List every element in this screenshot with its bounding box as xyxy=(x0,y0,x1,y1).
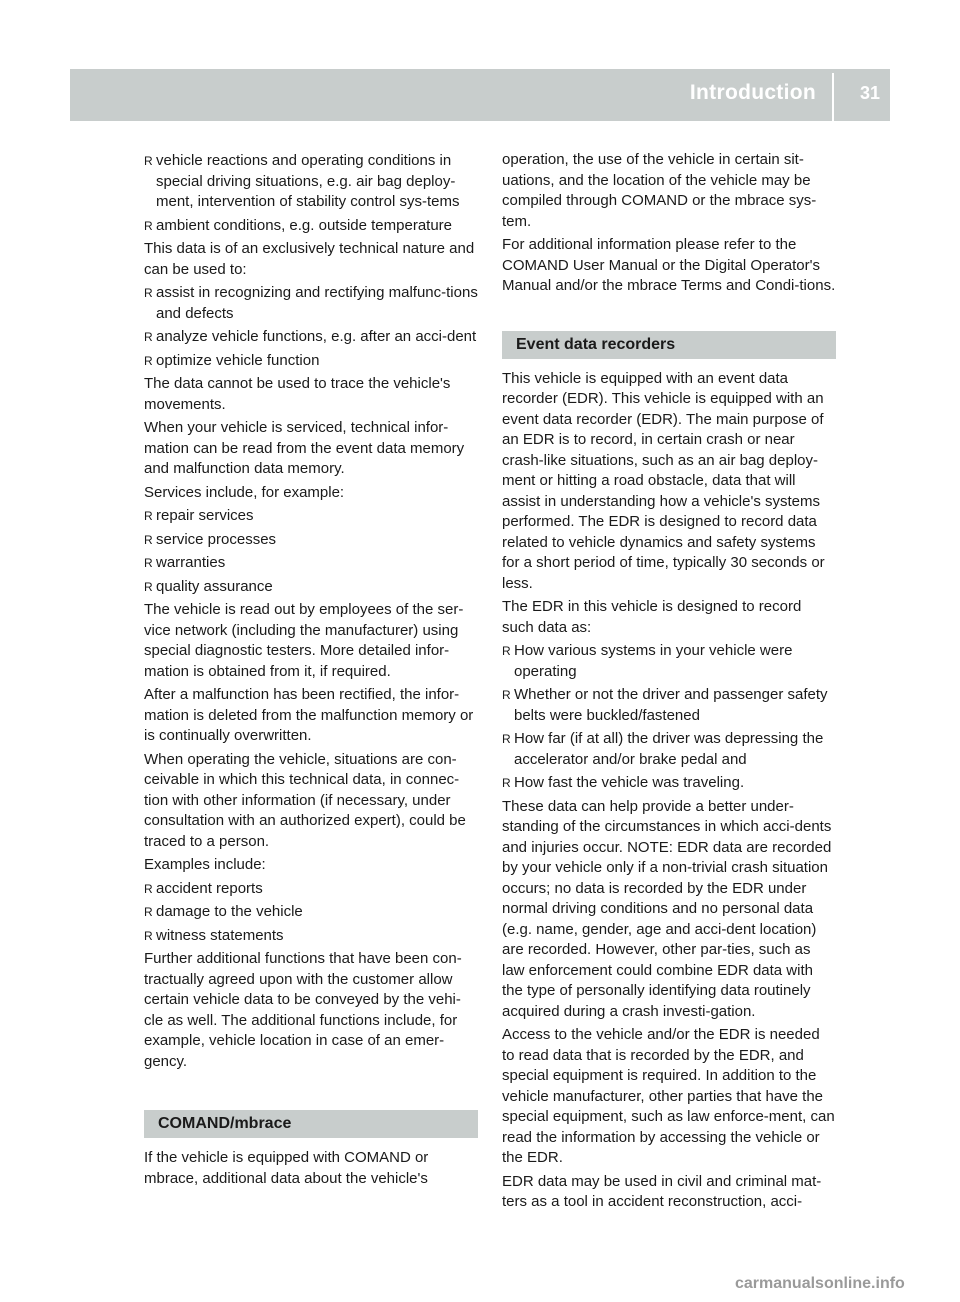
section-heading-event-data-recorders: Event data recorders xyxy=(502,331,836,359)
list-item: R quality assurance xyxy=(144,577,478,598)
list-item: R optimize vehicle function xyxy=(144,351,478,372)
section-heading-comand-mbrace: COMAND/mbrace xyxy=(144,1110,478,1138)
list-item: R service processes xyxy=(144,530,478,551)
list-item: R damage to the vehicle xyxy=(144,902,478,923)
page-number: 31 xyxy=(859,83,880,103)
list-item: R accident reports xyxy=(144,879,478,900)
bullet-marker: R xyxy=(144,928,153,943)
paragraph: For additional information please refer to the COMAND User Manual or the Digital Operator's Manual and/or the mbrace Terms and Condi-tions. xyxy=(502,236,836,294)
header-divider xyxy=(832,73,834,121)
list-item: R How various systems in your vehicle were operating xyxy=(502,642,793,680)
paragraph: These data can help provide a better under-standing of the circumstances in which acci-dents and injuries occur. NOTE: EDR data are recorded by your vehicle only if a non-trivial crash situation occurs; no data is recorded by the EDR under normal driving conditions and no personal data (e.g. name, gender, age and acci-dent location) are recorded. However, other par-ties, such as law enforcement could combine EDR data with the type of personally identifying data routinely acquired during a crash investi-gation. xyxy=(502,797,832,1020)
paragraph: If the vehicle is equipped with COMAND or mbrace, additional data about the vehicle's xyxy=(144,1149,429,1187)
right-column xyxy=(502,150,836,1216)
bullet-marker: R xyxy=(144,353,153,368)
list-item: R repair services xyxy=(144,506,478,527)
bullet-marker: R xyxy=(144,579,153,594)
paragraph: After a malfunction has been rectified, the infor-mation is deleted from the malfunction memory or is continually overwritten. xyxy=(144,686,474,744)
list-item: R analyze vehicle functions, e.g. after an acci-dent xyxy=(144,327,478,348)
paragraph: This data is of an exclusively technical nature and can be used to: xyxy=(144,240,475,278)
bullet-marker: R xyxy=(144,218,153,233)
list-item: R vehicle reactions and operating conditions in special driving situations, e.g. air bag deploy-ment, intervention of stability control sys-tems xyxy=(144,152,460,210)
list-item: R How fast the vehicle was traveling. xyxy=(502,773,836,794)
paragraph: When operating the vehicle, situations are con-ceivable in which this technical data, in connec-tion with other information (if necessary, under consultation with an authorized expert), could be traced to a person. xyxy=(144,750,466,850)
paragraph: The data cannot be used to trace the vehicle's movements. xyxy=(144,375,451,413)
bullet-marker: R xyxy=(144,881,153,896)
paragraph: Examples include: xyxy=(144,856,266,873)
list-item: R warranties xyxy=(144,553,478,574)
paragraph: Further additional functions that have been con-tractually agreed upon with the customer allow certain vehicle data to be conveyed by the vehi-cle as well. The additional functions include, for example, vehicle location in case of an emer-gency. xyxy=(144,950,462,1070)
paragraph: Access to the vehicle and/or the EDR is needed to read data that is recorded by the EDR, and special equipment is required. In addition to the vehicle manufacturer, other parties that have the special equipment, such as law enforce-ment, can read the information by accessing the vehicle or the EDR. xyxy=(502,1026,835,1166)
paragraph: operation, the use of the vehicle in certain sit-uations, and the location of the vehicle may be compiled through COMAND or the mbrace sys-tem. xyxy=(502,151,817,230)
left-column xyxy=(144,151,478,1192)
list-item: R Whether or not the driver and passenger safety belts were buckled/fastened xyxy=(502,686,828,724)
paragraph: EDR data may be used in civil and criminal mat-ters as a tool in accident reconstruction, acci- xyxy=(502,1172,822,1210)
bullet-marker: R xyxy=(144,532,153,547)
bullet-marker: R xyxy=(144,905,153,919)
list-item: R ambient conditions, e.g. outside temperature xyxy=(144,216,478,237)
paragraph: Services include, for example: xyxy=(144,483,345,501)
bullet-marker: R xyxy=(502,644,511,658)
bullet-marker: R xyxy=(502,776,511,790)
bullet-marker: R xyxy=(144,154,153,168)
bullet-marker: R xyxy=(144,330,153,344)
list-item: R witness statements xyxy=(144,926,478,947)
watermark: carmanualsonline.info xyxy=(735,1275,905,1292)
bullet-marker: R xyxy=(144,556,153,570)
bullet-marker: R xyxy=(144,509,153,523)
paragraph: This vehicle is equipped with an event data recorder (EDR). This vehicle is equipped with an event data recorder (EDR). The main purpose of an EDR is to record, in certain crash or near crash-like situations, such as an air bag deploy-ment or hitting a road obstacle, data that will assist in understanding how a vehicle's systems performed. The EDR is designed to record data related to vehicle dynamics and safety systems for a short period of time, typically 30 seconds or less. xyxy=(502,369,825,592)
paragraph: The vehicle is read out by employees of the ser-vice network (including the manufacturer) using special diagnostic testers. More detailed infor-mation is obtained from it, if required. xyxy=(144,601,464,680)
chapter-title: Introduction xyxy=(689,81,816,104)
bullet-marker: R xyxy=(502,732,511,746)
list-item: R assist in recognizing and rectifying malfunc-tions and defects xyxy=(144,284,478,322)
bullet-marker: R xyxy=(144,286,153,300)
page-header xyxy=(70,69,890,121)
paragraph: The EDR in this vehicle is designed to record such data as: xyxy=(502,598,802,636)
list-item: R How far (if at all) the driver was depressing the accelerator and/or brake pedal and xyxy=(502,730,824,768)
bullet-marker: R xyxy=(502,688,511,702)
paragraph: When your vehicle is serviced, technical infor-mation can be read from the event data memory and malfunction data memory. xyxy=(144,419,465,477)
